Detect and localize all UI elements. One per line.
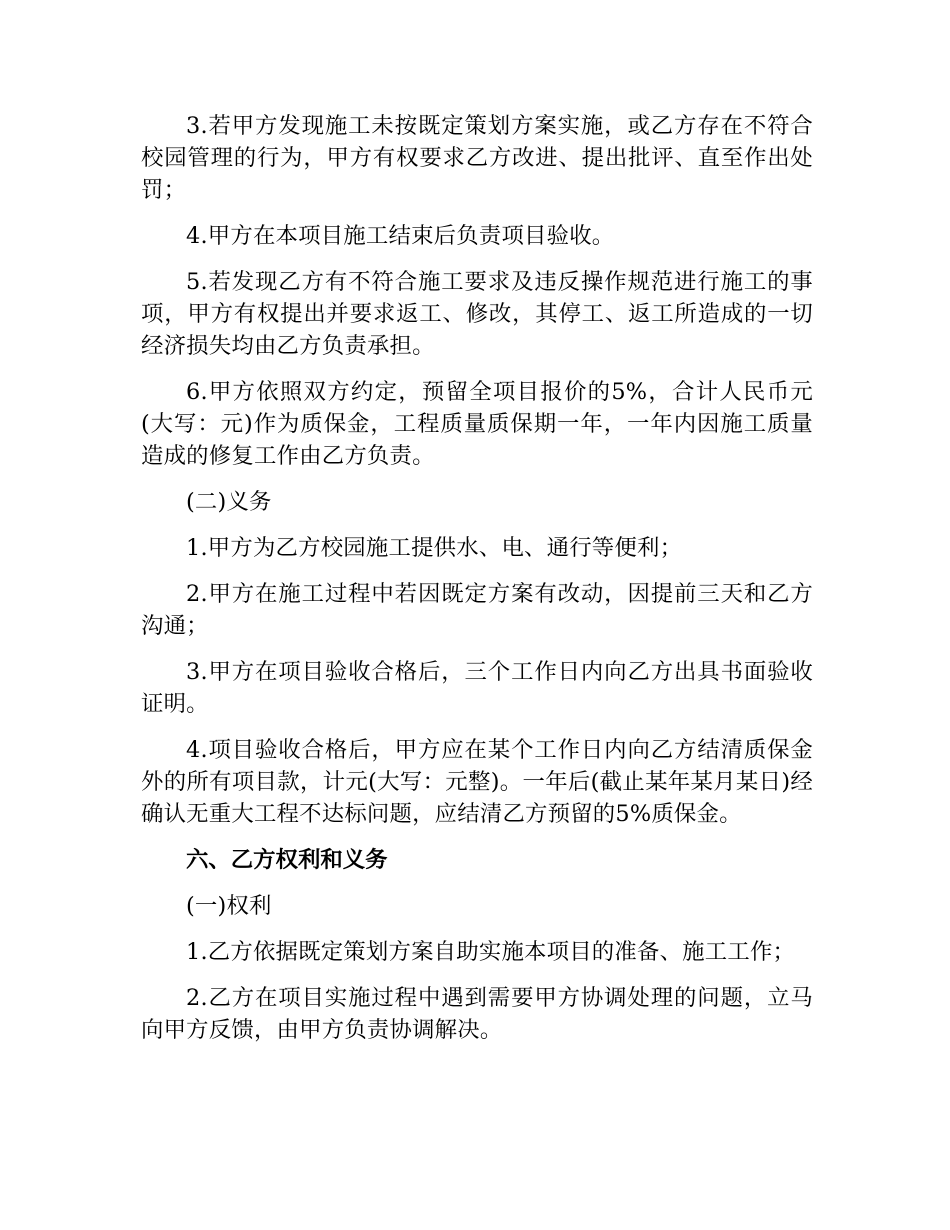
paragraph-obligation-3: 3.甲方在项目验收合格后，三个工作日内向乙方出具书面验收证明。 bbox=[141, 659, 813, 717]
paragraph-clause-a4: 4.甲方在本项目施工结束后负责项目验收。 bbox=[186, 223, 615, 249]
paragraph-right-1: 1.乙方依据既定策划方案自助实施本项目的准备、施工工作； bbox=[186, 939, 796, 965]
paragraph-clause-a3: 3.若甲方发现施工未按既定策划方案实施，或乙方存在不符合校园管理的行为，甲方有权要求乙方改进、提出批评、直至作出处罚； bbox=[141, 113, 813, 203]
paragraph-clause-a5: 5.若发现乙方有不符合施工要求及违反操作规范进行施工的事项，甲方有权提出并要求返工、修改，其停工、返工所造成的一切经济损失均由乙方负责承担。 bbox=[141, 269, 813, 359]
paragraph-right-2: 2.乙方在项目实施过程中遇到需要甲方协调处理的问题，立马向甲方反馈，由甲方负责协调解决。 bbox=[141, 985, 813, 1043]
paragraph-obligation-2: 2.甲方在施工过程中若因既定方案有改动，因提前三天和乙方沟通； bbox=[141, 581, 813, 639]
paragraph-clause-a6: 6.甲方依照双方约定，预留全项目报价的5%，合计人民币元(大写：元)作为质保金，工程质量质保期一年，一年内因施工质量造成的修复工作由乙方负责。 bbox=[141, 379, 813, 469]
document-body bbox=[141, 110, 813, 1060]
section-heading-party-b: 六、乙方权利和义务 bbox=[186, 847, 388, 873]
paragraph-obligation-4: 4.项目验收合格后，甲方应在某个工作日内向乙方结清质保金外的所有项目款，计元(大写：元整)。一年后(截止某年某月某日)经确认无重大工程不达标问题，应结清乙方预留的5%质保金。 bbox=[141, 737, 813, 827]
subsection-obligations-title: (二)义务 bbox=[186, 489, 272, 515]
subsection-rights-title: (一)权利 bbox=[186, 893, 272, 919]
paragraph-obligation-1: 1.甲方为乙方校园施工提供水、电、通行等便利； bbox=[186, 535, 683, 561]
